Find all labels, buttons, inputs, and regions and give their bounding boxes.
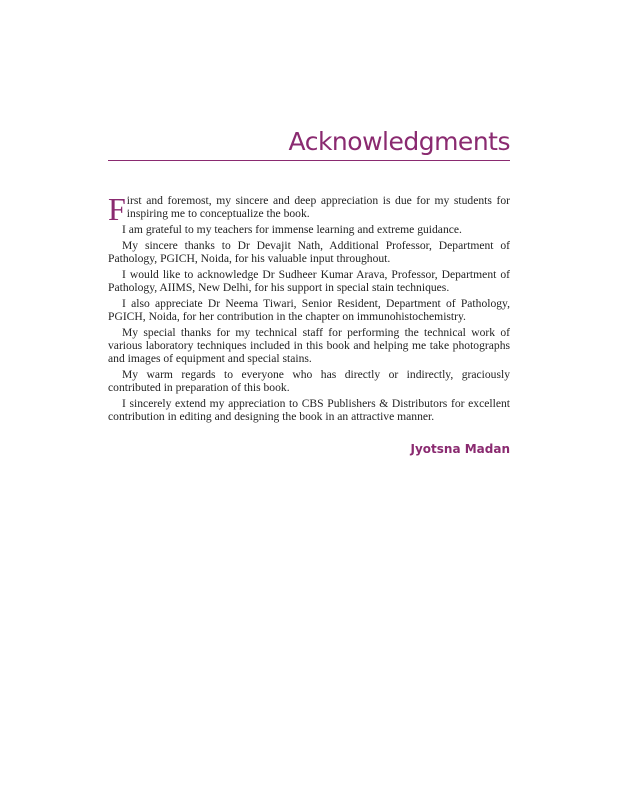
page-title: Acknowledgments bbox=[288, 127, 510, 156]
paragraph: I am grateful to my teachers for immense learning and extreme guidance. bbox=[122, 223, 462, 236]
paragraph: I also appreciate Dr Neema Tiwari, Senior Resident, Department of Pathology, PGICH, Noida, for her contribution in the chapter on immunohistochemistry. bbox=[108, 297, 510, 323]
acknowledgment-body bbox=[108, 191, 510, 426]
paragraph-text: irst and foremost, my sincere and deep appreciation is due for my students for inspiring me to conceptualize the book. bbox=[126, 194, 510, 220]
signature: Jyotsna Madan bbox=[410, 442, 510, 456]
paragraph: I would like to acknowledge Dr Sudheer Kumar Arava, Professor, Department of Pathology, AIIMS, New Delhi, for his support in special stain techniques. bbox=[108, 268, 510, 294]
paragraph bbox=[108, 191, 510, 227]
paragraph: My warm regards to everyone who has directly or indirectly, graciously contributed in preparation of this book. bbox=[108, 368, 510, 394]
paragraph: My special thanks for my technical staff for performing the technical work of various laboratory techniques included in this book and helping me take photographs and images of equipment and special stains. bbox=[108, 326, 510, 365]
paragraph: I sincerely extend my appreciation to CBS Publishers & Distributors for excellent contribution in editing and designing the book in an attractive manner. bbox=[108, 397, 510, 423]
title-rule bbox=[108, 160, 510, 161]
paragraph: My sincere thanks to Dr Devajit Nath, Additional Professor, Department of Pathology, PGICH, Noida, for his valuable input throughout. bbox=[108, 239, 510, 265]
drop-cap: F bbox=[108, 191, 126, 227]
